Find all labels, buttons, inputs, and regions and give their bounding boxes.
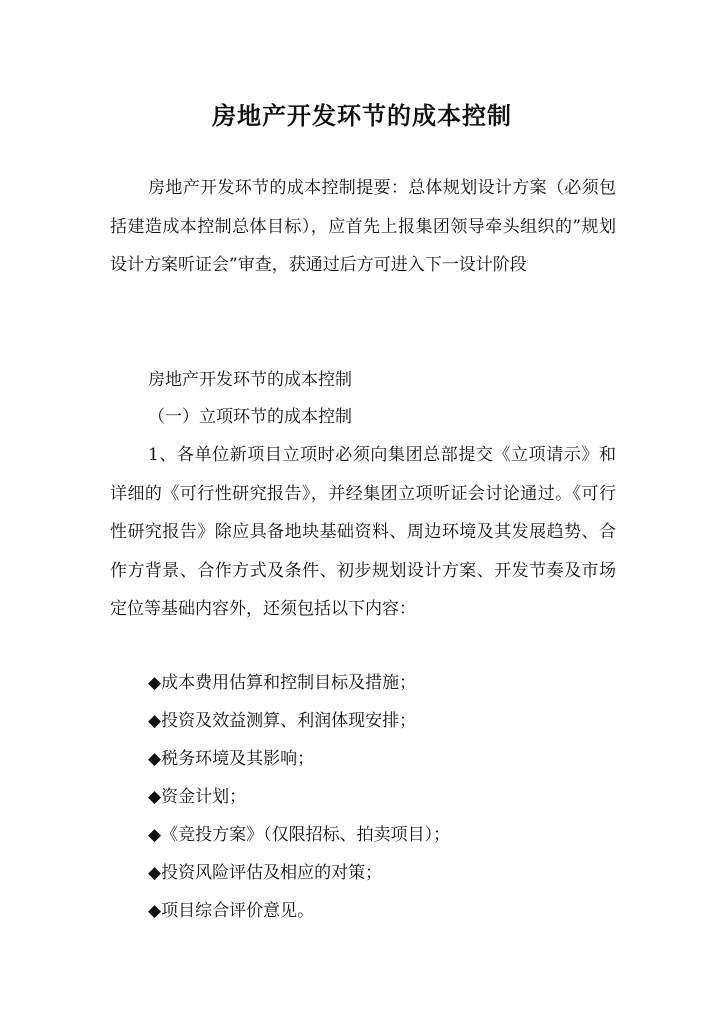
bullet-item: ◆项目综合评价意见。	[148, 901, 315, 921]
bullet-item: ◆投资风险评估及相应的对策；	[148, 863, 383, 883]
summary-paragraph: 房地产开发环节的成本控制提要：总体规划设计方案（必须包括建造成本控制总体目标），应首先上报集团领导牵头组织的”规划设计方案听证会”审查，获通过后方可进入下一设计阶段	[110, 178, 616, 276]
bullet-item: ◆投资及效益测算、利润体现安排；	[148, 711, 417, 731]
bullet-item: ◆《竞投方案》（仅限招标、拍卖项目）；	[148, 825, 451, 845]
subsection-heading: （一）立项环节的成本控制	[148, 407, 352, 427]
bullet-item: ◆成本费用估算和控制目标及措施；	[148, 673, 417, 693]
clause-1-paragraph: 1、各单位新项目立项时必须向集团总部提交《立项请示》和详细的《可行性研究报告》，并经集团立项听证会讨论通过。《可行性研究报告》除应具备地块基础资料、周边环境及其发展趋势、合作方背景、合作方式及条件、初步规划设计方案、开发节奏及市场定位等基础内容外，还须包括以下内容：	[110, 445, 616, 620]
document-title: 房地产开发环节的成本控制	[212, 101, 512, 130]
section-heading: 房地产开发环节的成本控制	[148, 370, 352, 390]
bullet-item: ◆税务环境及其影响；	[148, 749, 315, 769]
bullet-item: ◆资金计划；	[148, 787, 247, 807]
